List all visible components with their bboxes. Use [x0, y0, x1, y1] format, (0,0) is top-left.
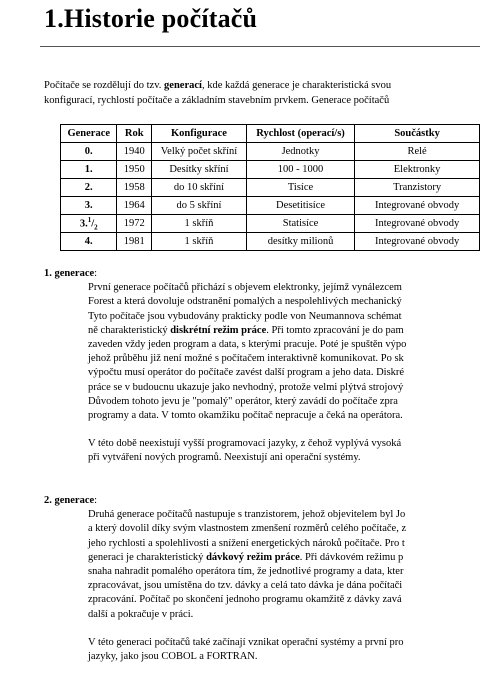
- header-rychlost: Rychlost (operací/s): [246, 125, 354, 143]
- cell-rychlost: Statisíce: [246, 215, 354, 233]
- cell-generace: 4.: [61, 233, 117, 251]
- cell-generace: 2.: [61, 179, 117, 197]
- cell-soucastky: Integrované obvody: [355, 197, 480, 215]
- text-line: Forest a která dovoluje odstranění pomalých a nespolehlivých mechanický: [88, 296, 402, 308]
- table-row: [61, 233, 480, 251]
- text-line: při vytváření nových programů. Neexistují ani operační systémy.: [88, 452, 361, 464]
- table-row: [61, 197, 480, 215]
- section-generation-1: [44, 267, 406, 480]
- section-number: 1.: [44, 268, 52, 279]
- section-paragraph: [88, 437, 406, 465]
- text-line: Důvodem tohoto jevu je "pomalý" operátor, který zavádí do počítače zpra: [88, 395, 398, 407]
- intro-line: Počítače se rozdělují do tzv. generací, kde každá generace je charakteristická svou: [44, 80, 392, 91]
- cell-rok: 1950: [117, 161, 152, 179]
- cell-rychlost: Desetitisíce: [246, 197, 354, 215]
- cell-generace: 0.: [61, 143, 117, 161]
- section-paragraph: [88, 508, 406, 622]
- cell-soucastky: Elektronky: [355, 161, 480, 179]
- cell-konfigurace: Velký počet skříní: [152, 143, 247, 161]
- header-soucastky: Součástky: [355, 125, 480, 143]
- section-heading: 2. generace:: [44, 495, 98, 506]
- header-rok: Rok: [117, 125, 152, 143]
- cell-generace: $3.^1/_2$: [61, 215, 117, 233]
- cell-konfigurace: do 10 skříní: [152, 179, 247, 197]
- bold-term: dávkový režim práce: [206, 551, 300, 563]
- text-line: generaci je charakteristický dávkový režim práce. Při dávkovém režimu p: [88, 551, 404, 563]
- text-line: a který dovolil díky svým vlastnostem zmenšení rozměrů celého počítače, z: [88, 523, 407, 535]
- header-generace: Generace: [61, 125, 117, 143]
- table-row: [61, 143, 480, 161]
- cell-konfigurace: do 5 skříní: [152, 197, 247, 215]
- text-line: výpočtu musí operátor do počítače zavést další program a jeho data. Diskré: [88, 367, 405, 379]
- bold-term: generací: [164, 80, 202, 91]
- cell-rok: 1981: [117, 233, 152, 251]
- section-generation-2: [44, 494, 406, 678]
- text-line: zpracovávat, jsou umístěna do tzv. dávky a celá tato dávka je dána počítači: [88, 580, 403, 592]
- table-row: [61, 161, 480, 179]
- section-number: 2.: [44, 495, 52, 506]
- cell-soucastky: Integrované obvody: [355, 215, 480, 233]
- text-line: práce se v budoucnu ukazuje jako nevhodný, protože velmi plýtvá strojový: [88, 381, 404, 393]
- cell-rychlost: Tisíce: [246, 179, 354, 197]
- section-paragraph: [88, 281, 406, 423]
- cell-konfigurace: 1 skříň: [152, 215, 247, 233]
- text-line: V této generaci počítačů také začínají vznikat operační systémy a první pro: [88, 636, 404, 648]
- title-divider: [40, 46, 480, 47]
- intro-paragraph: [44, 78, 480, 108]
- section-body: [88, 508, 406, 664]
- text-line: snaha nahradit pomalého operátora tím, že jednotlivé programy a data, kter: [88, 566, 404, 578]
- intro-line: konfigurací, rychlostí počítače a základním stavebním prvkem. Generace počítačů: [44, 95, 390, 106]
- section-heading: 1. generace:: [44, 268, 98, 279]
- cell-soucastky: Relé: [355, 143, 480, 161]
- text-line: jeho rychlosti a spolehlivosti a snížení energetických nároků počítače. Pro t: [88, 537, 405, 549]
- text-line: zpracování. Počítač po skončení jednoho programu okamžitě z dávky zavá: [88, 594, 402, 606]
- cell-generace: 3.: [61, 197, 117, 215]
- text-line: zaveden vždy jeden program a data, s kterými pracuje. Poté je spuštěn výpo: [88, 339, 407, 351]
- cell-rok: 1958: [117, 179, 152, 197]
- text-line: programy a data. V tomto okamžiku počítač nepracuje a čeká na operátora.: [88, 410, 403, 422]
- section-heading-text: generace: [54, 495, 95, 506]
- text-line: Druhá generace počítačů nastupuje s tranzistorem, jehož objevitelem byl Jo: [88, 509, 406, 521]
- cell-rok: 1972: [117, 215, 152, 233]
- section-heading-text: generace: [54, 268, 95, 279]
- section-paragraph: [88, 636, 406, 664]
- page-title: 1.Historie počítačů: [44, 4, 258, 33]
- cell-soucastky: Tranzistory: [355, 179, 480, 197]
- text-line: ně charakteristický diskrétní režim práce. Při tomto zpracování je do pam: [88, 324, 404, 336]
- cell-rok: 1964: [117, 197, 152, 215]
- bold-term: diskrétní režim práce: [170, 324, 267, 336]
- section-body: [88, 281, 406, 465]
- cell-rychlost: Jednotky: [246, 143, 354, 161]
- text-line: V této době neexistují vyšší programovací jazyky, z čehož vyplývá vysoká: [88, 438, 402, 450]
- generations-table: [60, 124, 480, 251]
- table-row: [61, 179, 480, 197]
- header-konfigurace: Konfigurace: [152, 125, 247, 143]
- cell-rok: 1940: [117, 143, 152, 161]
- table-row: [61, 215, 480, 233]
- text-line: Tyto počítače jsou vybudovány prakticky podle von Neumannova schémat: [88, 310, 402, 322]
- cell-generace: 1.: [61, 161, 117, 179]
- table-header-row: [61, 125, 480, 143]
- cell-rychlost: desítky milionů: [246, 233, 354, 251]
- cell-konfigurace: Desítky skříní: [152, 161, 247, 179]
- cell-konfigurace: 1 skříň: [152, 233, 247, 251]
- cell-soucastky: Integrované obvody: [355, 233, 480, 251]
- cell-rychlost: 100 - 1000: [246, 161, 354, 179]
- text-line: jehož průběhu již není možné s počítačem interaktivně komunikovat. Po sk: [88, 353, 404, 365]
- text-line: První generace počítačů přichází s objevem elektronky, jejímž vynálezcem: [88, 282, 402, 294]
- text-line: jazyky, jako jsou COBOL a FORTRAN.: [88, 651, 258, 663]
- text-line: další a pokračuje v práci.: [88, 608, 194, 620]
